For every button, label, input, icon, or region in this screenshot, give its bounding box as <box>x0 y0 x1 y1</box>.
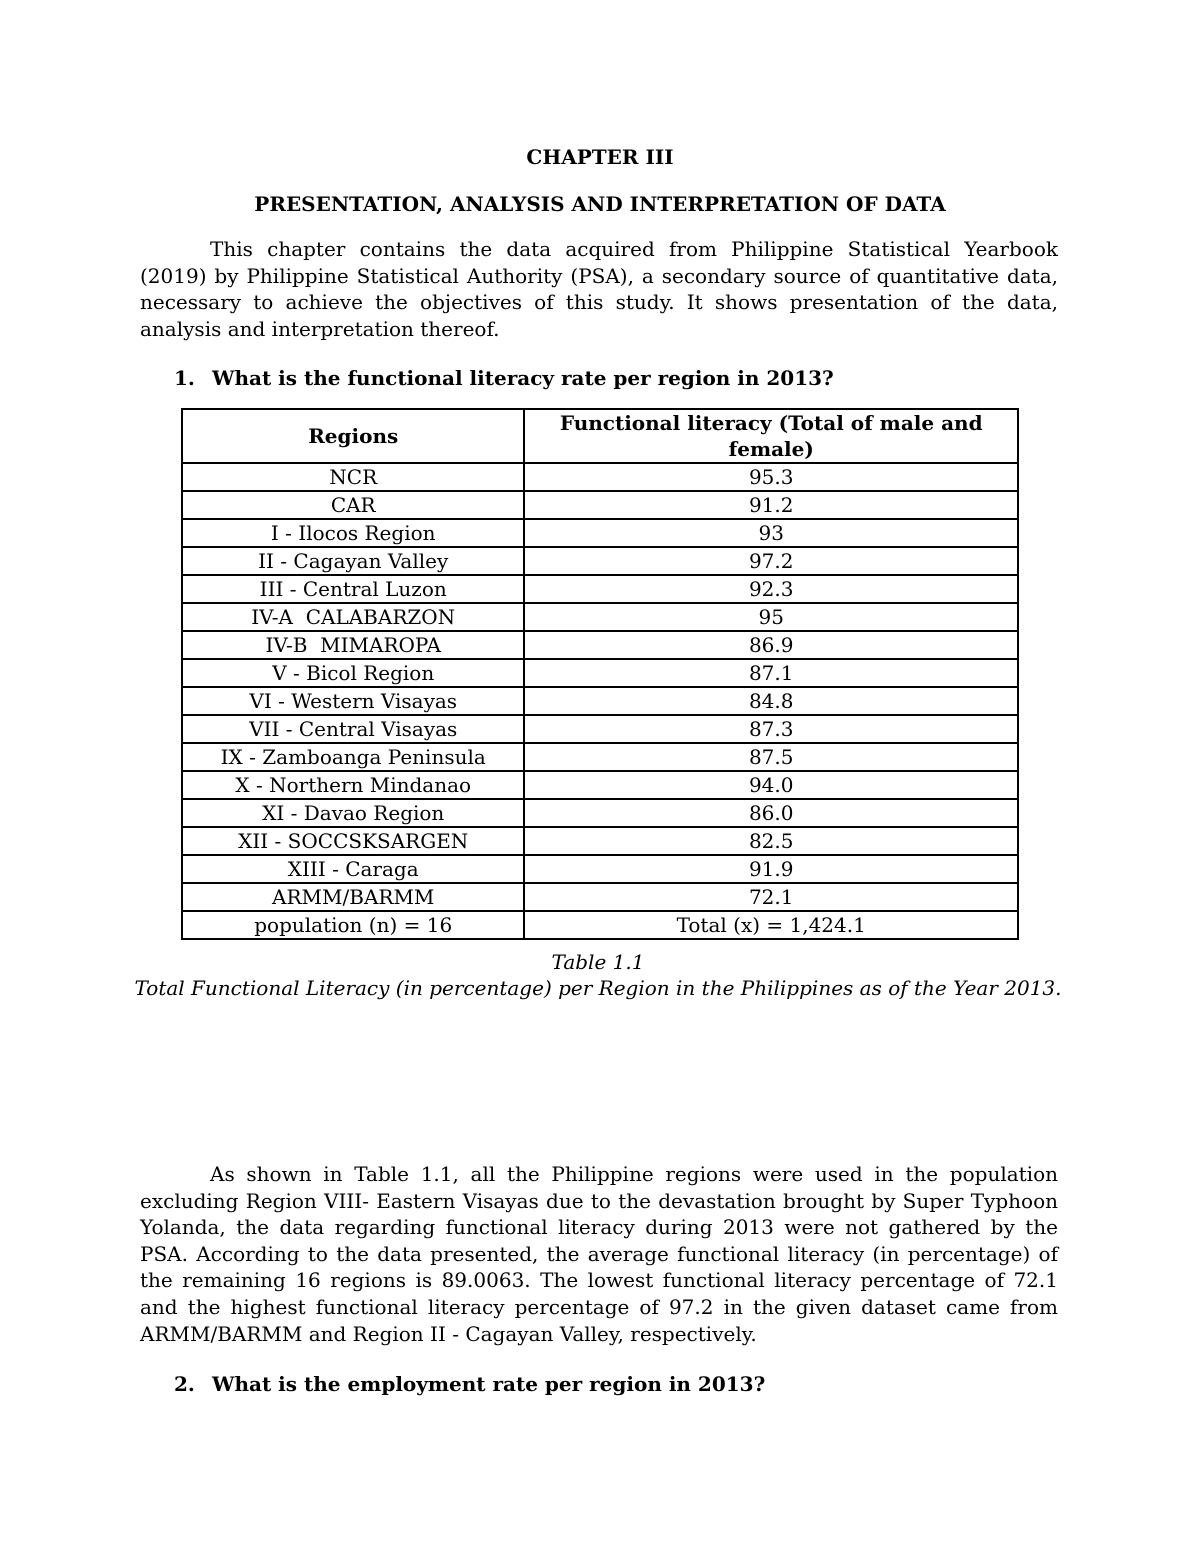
table-row <box>182 575 1018 603</box>
functional-literacy-table <box>181 408 1019 940</box>
region-cell: VII - Central Visayas <box>182 715 524 743</box>
table-caption-text: Total Functional Literacy (in percentage) per Region in the Philippines as of the Year 2013. <box>134 976 1062 1000</box>
question-2-text: What is the employment rate per region in 2013? <box>212 1372 766 1396</box>
literacy-cell: 95.3 <box>524 463 1018 491</box>
table-header-row <box>182 409 1018 463</box>
literacy-cell: 72.1 <box>524 883 1018 911</box>
region-cell: IV-A CALABARZON <box>182 603 524 631</box>
region-cell: X - Northern Mindanao <box>182 771 524 799</box>
literacy-cell: 91.9 <box>524 855 1018 883</box>
literacy-cell: 95 <box>524 603 1018 631</box>
question-1-text: What is the functional literacy rate per region in 2013? <box>212 366 834 390</box>
table-row <box>182 659 1018 687</box>
region-cell: IV-B MIMAROPA <box>182 631 524 659</box>
region-cell: IX - Zamboanga Peninsula <box>182 743 524 771</box>
region-cell: NCR <box>182 463 524 491</box>
literacy-cell: 82.5 <box>524 827 1018 855</box>
section-heading: PRESENTATION, ANALYSIS AND INTERPRETATION OF DATA <box>254 192 946 216</box>
table-row <box>182 799 1018 827</box>
table-row <box>182 771 1018 799</box>
literacy-cell: 86.9 <box>524 631 1018 659</box>
table-footer-row <box>182 911 1018 939</box>
region-cell: ARMM/BARMM <box>182 883 524 911</box>
literacy-cell: 87.3 <box>524 715 1018 743</box>
literacy-cell: 92.3 <box>524 575 1018 603</box>
population-cell: population (n) = 16 <box>182 911 524 939</box>
total-cell: Total (x) = 1,424.1 <box>524 911 1018 939</box>
chapter-heading: CHAPTER III <box>526 145 674 169</box>
question-1 <box>174 364 834 392</box>
literacy-cell: 97.2 <box>524 547 1018 575</box>
literacy-cell: 91.2 <box>524 491 1018 519</box>
literacy-cell: 93 <box>524 519 1018 547</box>
intro-paragraph: This chapter contains the data acquired from Philippine Statistical Yearbook (2019) by Philippine Statistical Authority (PSA), a secondary source of quantitative data, necessary to achieve the objectives of this study. It shows presentation of the data, analysis and interpretation thereof. <box>140 237 1058 341</box>
region-cell: II - Cagayan Valley <box>182 547 524 575</box>
question-2-number: 2. <box>174 1372 195 1396</box>
literacy-cell: 94.0 <box>524 771 1018 799</box>
analysis-paragraph: As shown in Table 1.1, all the Philippine regions were used in the population excluding Region VIII- Eastern Visayas due to the devastation brought by Super Typhoon Yolanda, the data regarding functional literacy during 2013 were not gathered by the PSA. According to the data presented, the average functional literacy (in percentage) of the remaining 16 regions is 89.0063. The lowest functional literacy percentage of 72.1 and the highest functional literacy percentage of 97.2 in the given dataset came from ARMM/BARMM and Region II - Cagayan Valley, respectively. <box>140 1162 1058 1346</box>
literacy-cell: 87.5 <box>524 743 1018 771</box>
table-row <box>182 883 1018 911</box>
region-cell: III - Central Luzon <box>182 575 524 603</box>
region-cell: XI - Davao Region <box>182 799 524 827</box>
table-row <box>182 715 1018 743</box>
question-1-number: 1. <box>174 366 195 390</box>
table-row <box>182 855 1018 883</box>
table-header-literacy: Functional literacy (Total of male and female) <box>524 409 1018 463</box>
literacy-cell: 84.8 <box>524 687 1018 715</box>
region-cell: XIII - Caraga <box>182 855 524 883</box>
region-cell: XII - SOCCSKSARGEN <box>182 827 524 855</box>
region-cell: V - Bicol Region <box>182 659 524 687</box>
region-cell: I - Ilocos Region <box>182 519 524 547</box>
table-row <box>182 547 1018 575</box>
table-caption-label: Table 1.1 <box>551 950 645 974</box>
table-row <box>182 463 1018 491</box>
table-row <box>182 631 1018 659</box>
table-row <box>182 519 1018 547</box>
table-row <box>182 491 1018 519</box>
table-header-regions: Regions <box>182 409 524 463</box>
question-2 <box>174 1370 765 1398</box>
table-row <box>182 827 1018 855</box>
table-row <box>182 687 1018 715</box>
table-row <box>182 743 1018 771</box>
literacy-cell: 87.1 <box>524 659 1018 687</box>
region-cell: CAR <box>182 491 524 519</box>
region-cell: VI - Western Visayas <box>182 687 524 715</box>
table-row <box>182 603 1018 631</box>
literacy-cell: 86.0 <box>524 799 1018 827</box>
